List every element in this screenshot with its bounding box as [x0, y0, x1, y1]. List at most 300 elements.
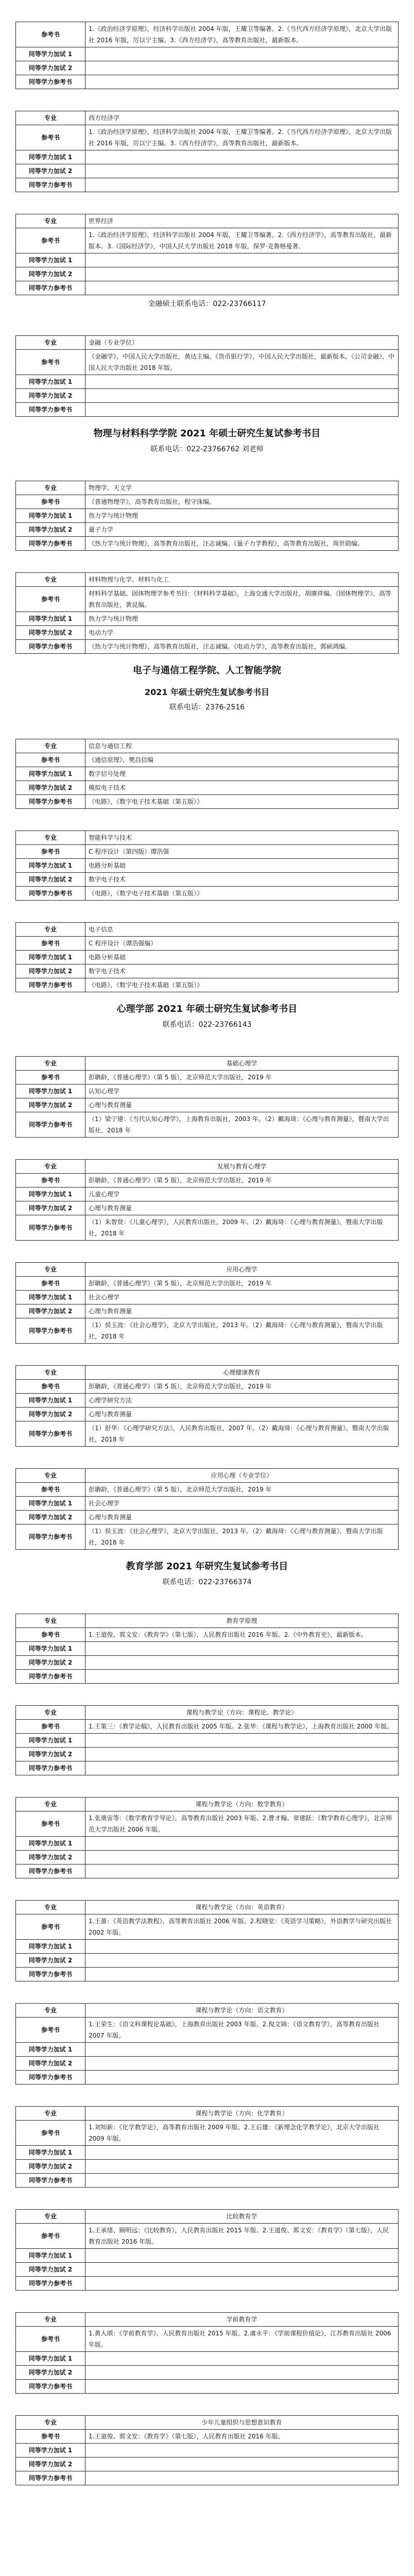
table-row: [16, 1968, 399, 1981]
row-value: 1.王策三：《教学论稿》，人民教育出版社 2005 年版。2.张华：《课程与教学论》，上海教育出版社 2000 年版。: [85, 1720, 399, 1734]
table-row: [16, 859, 399, 873]
table-row: [16, 1098, 399, 1112]
table-row: [16, 2174, 399, 2188]
row-value: [85, 1940, 399, 1954]
reference-table: [15, 1705, 399, 1775]
row-value: [85, 1642, 399, 1656]
table-row: [16, 1084, 399, 1098]
table-row: [16, 2224, 399, 2249]
table-row: [16, 2380, 399, 2394]
table-row: [16, 2277, 399, 2291]
reference-table: [15, 1900, 399, 1981]
contact-phone: 联系电话：2376-2516: [169, 703, 245, 711]
row-header: 参考书: [16, 2018, 85, 2043]
row-value: [85, 2249, 399, 2263]
row-header: 同等学力加试 1: [16, 2249, 85, 2263]
row-value: [85, 61, 399, 75]
table-row: [16, 75, 399, 89]
row-header: 专业: [16, 923, 85, 937]
row-header: 同等学力参考书: [16, 1524, 85, 1550]
table-row: [16, 495, 399, 509]
table-row: [16, 214, 399, 228]
row-value: [85, 1761, 399, 1775]
table-row: [16, 1524, 399, 1550]
row-header: 同等学力加试 2: [16, 2366, 85, 2380]
table-row: [16, 964, 399, 978]
section-gap: [0, 314, 414, 335]
reference-table: [15, 2209, 399, 2291]
reference-table: [15, 1056, 399, 1138]
row-header: 同等学力加试 1: [16, 767, 85, 781]
row-header: 同等学力加试 2: [16, 523, 85, 537]
table-row: [16, 2107, 399, 2121]
row-value: 信息与通信工程: [85, 739, 399, 753]
row-header: 同等学力参考书: [16, 178, 85, 192]
row-header: 同等学力加试 2: [16, 1408, 85, 1421]
section-gap: [0, 901, 414, 922]
row-header: 专业: [16, 1263, 85, 1277]
row-header: 同等学力加试 2: [16, 626, 85, 640]
row-header: 参考书: [16, 495, 85, 509]
row-value: [85, 150, 399, 164]
table-row: [16, 1748, 399, 1761]
row-value: [85, 75, 399, 89]
row-header: 同等学力加试 2: [16, 1954, 85, 1968]
table-row: [16, 2249, 399, 2263]
row-value: [85, 253, 399, 267]
table-row: [16, 1837, 399, 1851]
table-row: [16, 389, 399, 403]
row-header: 专业: [16, 1469, 85, 1483]
row-header: 同等学力加试 1: [16, 612, 85, 626]
reference-table: [15, 1365, 399, 1447]
row-value: [85, 1670, 399, 1684]
table-row: [16, 978, 399, 992]
table-row: [16, 951, 399, 964]
table-row: [16, 831, 399, 845]
table-row: [16, 1628, 399, 1642]
table-row: [16, 537, 399, 551]
row-header: 同等学力参考书: [16, 887, 85, 901]
row-header: 同等学力参考书: [16, 537, 85, 551]
table-row: [16, 2458, 399, 2471]
row-value: 智能科学与技术: [85, 831, 399, 845]
row-value: [85, 267, 399, 281]
section-gap: [0, 551, 414, 572]
section-gap: [0, 1035, 414, 1056]
row-value: 心理与教育测量: [85, 1304, 399, 1318]
row-value: 1.王荣生：《语文科课程论基础》，上海教育出版社 2003 年版。2.倪文锦：《语文教育学》，高等教育出版社 2007 年版。: [85, 2018, 399, 2043]
row-value: 1.《政治经济学原理》，经济科学出版社 2004 年版，王耀卫等编著。2.《当代西方经济学原理》，北京大学出版社 2016 年版，厉以宁主编。3.《西方经济学》，高等教育出版社，最新版本。: [85, 125, 399, 150]
row-value: 比较教育学: [85, 2210, 399, 2224]
row-header: 同等学力参考书: [16, 1215, 85, 1241]
row-value: 课程与教学论（方向：语文教育）: [85, 2004, 399, 2018]
row-header: 参考书: [16, 1720, 85, 1734]
row-header: 同等学力加试 1: [16, 2352, 85, 2366]
row-header: 同等学力参考书: [16, 1761, 85, 1775]
table-row: [16, 2352, 399, 2366]
table-row: [16, 1188, 399, 1201]
table-row: [16, 2327, 399, 2352]
table-row: [16, 523, 399, 537]
table-row: [16, 2430, 399, 2444]
row-header: 同等学力加试 2: [16, 267, 85, 281]
table-row: [16, 1497, 399, 1511]
row-value: 1.王蔷：《英语教学法教程》，高等教育出版社 2006 年版。2.程晓堂：《英语学习策略》，外语教学与研究出版社 2002 年版。: [85, 1914, 399, 1940]
section-gap: [0, 1684, 414, 1705]
table-row: [16, 2444, 399, 2458]
row-value: 基础心理学: [85, 1057, 399, 1071]
row-header: 参考书: [16, 845, 85, 859]
row-header: 同等学力加试 1: [16, 951, 85, 964]
row-header: 专业: [16, 2313, 85, 2327]
table-row: [16, 1291, 399, 1304]
contact-phone: 联系电话：022-23766762 刘老师: [150, 445, 264, 453]
row-header: 同等学力参考书: [16, 75, 85, 89]
section-gap: [0, 2394, 414, 2415]
row-header: 同等学力加试 2: [16, 1304, 85, 1318]
row-header: 参考书: [16, 2121, 85, 2146]
row-value: 数字电子技术: [85, 964, 399, 978]
row-header: 参考书: [16, 937, 85, 951]
section-gap: [0, 1344, 414, 1365]
table-row: [16, 281, 399, 295]
table-row: [16, 626, 399, 640]
row-header: 专业: [16, 573, 85, 587]
row-header: 同等学力加试 1: [16, 47, 85, 61]
row-header: 专业: [16, 1706, 85, 1720]
row-value: 数字信号处理: [85, 767, 399, 781]
row-header: 同等学力加试 1: [16, 1084, 85, 1098]
table-row: [16, 1670, 399, 1684]
row-header: 同等学力加试 2: [16, 1098, 85, 1112]
row-header: 同等学力加试 2: [16, 873, 85, 887]
table-row: [16, 2057, 399, 2071]
row-value: 《电路》，《数字电子技术基础（第五版）》: [85, 795, 399, 809]
row-value: 世界经济: [85, 214, 399, 228]
table-row: [16, 267, 399, 281]
row-header: 专业: [16, 739, 85, 753]
table-row: [16, 1277, 399, 1291]
table-row: [16, 1318, 399, 1344]
row-value: [85, 281, 399, 295]
row-value: （1）侯玉波：《社会心理学》，北京大学出版社，2013 年。（2）戴海琦：《心理与教育测量》，暨南大学出版社，2018 年: [85, 1318, 399, 1344]
table-row: [16, 887, 399, 901]
row-value: 1.黄人颂：《学前教育学》，人民教育出版社 2015 年版。2.虞永平：《学前课程价值论》，江苏教育出版社 2006 年版。: [85, 2327, 399, 2352]
table-row: [16, 795, 399, 809]
row-header: 同等学力参考书: [16, 403, 85, 417]
row-value: （1）梁宁建：《当代认知心理学》，上海教育出版社，2003 年。（2）戴海琦：《心理与教育测量》，暨南大学出版社，2018 年: [85, 1112, 399, 1138]
section-gap: [0, 459, 414, 481]
row-header: 参考书: [16, 1071, 85, 1084]
reference-table: [15, 1614, 399, 1684]
row-header: 同等学力加试 1: [16, 859, 85, 873]
table-row: [16, 1380, 399, 1394]
table-row: [16, 2416, 399, 2430]
reference-table: [15, 481, 399, 551]
row-value: [85, 1837, 399, 1851]
row-value: [85, 2263, 399, 2277]
row-value: 1.张奠宙等：《数学教育学导论》，高等教育出版社 2003 年版。2.曹才翰、章建跃：《数学教育心理学》，北京师范大学出版社 2006 年版。: [85, 1811, 399, 1837]
row-header: 同等学力参考书: [16, 795, 85, 809]
row-value: [85, 1851, 399, 1865]
row-value: 1.《政治经济学原理》，经济科学出版社 2004 年版，王耀卫等编著。2.《当代西方经济学原理》，北京大学出版社 2016 年版，厉以宁主编。3.《西方经济学》，高等教育出版社，最新版本。: [85, 22, 399, 47]
section-gap: [0, 89, 414, 111]
row-header: 同等学力加试 2: [16, 781, 85, 795]
table-row: [16, 1614, 399, 1628]
table-row: [16, 2043, 399, 2057]
row-value: [85, 1748, 399, 1761]
row-header: 同等学力参考书: [16, 2277, 85, 2291]
row-value: 应用心理（专业学位）: [85, 1469, 399, 1483]
row-value: 电路分析基础: [85, 859, 399, 873]
reference-table: [15, 214, 399, 295]
table-row: [16, 1656, 399, 1670]
table-row: [16, 150, 399, 164]
table-row: [16, 481, 399, 495]
row-header: 参考书: [16, 1277, 85, 1291]
table-row: [16, 1160, 399, 1174]
row-value: （1）侯玉波：《社会心理学》，北京大学出版社，2013 年。（2）戴海琦：《心理与教育测量》，暨南大学出版社，2018 年: [85, 1524, 399, 1550]
table-row: [16, 125, 399, 150]
table-row: [16, 1112, 399, 1138]
row-header: 专业: [16, 111, 85, 125]
row-value: [85, 2146, 399, 2160]
reference-table: [15, 2106, 399, 2188]
table-row: [16, 509, 399, 523]
row-header: 同等学力参考书: [16, 1318, 85, 1344]
contact-phone: 金融硕士联系电话：022-23766117: [148, 300, 266, 308]
row-value: 材料科学基础、固体物理学参考书目：《材料科学基础》，上海交通大学出版社，胡赓祥编。《固体物理学》，高等教育出版社，黄昆编。: [85, 587, 399, 612]
table-row: [16, 640, 399, 654]
row-value: [85, 2380, 399, 2394]
row-header: 同等学力加试 1: [16, 375, 85, 389]
row-value: 社会心理学: [85, 1291, 399, 1304]
row-value: [85, 178, 399, 192]
row-header: 专业: [16, 1366, 85, 1380]
row-value: [85, 2458, 399, 2471]
row-header: 参考书: [16, 2224, 85, 2249]
row-value: 《热力学与统计物理》，高等教育出版社，汪志诚编。《电动力学》，高等教育出版社，郭硕鸿编。: [85, 640, 399, 654]
section-gap: [0, 2084, 414, 2106]
row-header: 参考书: [16, 2430, 85, 2444]
row-value: 彭聃龄，《普通心理学》（第 5 版），北京师范大学出版社，2019 年: [85, 1380, 399, 1394]
reference-table: [15, 1468, 399, 1550]
row-header: 同等学力加试 1: [16, 1837, 85, 1851]
row-header: 同等学力加试 2: [16, 1511, 85, 1524]
row-header: 同等学力加试 1: [16, 2146, 85, 2160]
row-value: 认知心理学: [85, 1084, 399, 1098]
table-row: [16, 1215, 399, 1241]
row-header: 参考书: [16, 1483, 85, 1497]
row-header: 同等学力参考书: [16, 2471, 85, 2485]
row-value: 彭聃龄，《普通心理学》（第 5 版），北京师范大学出版社，2019 年: [85, 1277, 399, 1291]
table-row: [16, 923, 399, 937]
row-value: 课程与教学论（方向：课程论、教学论）: [85, 1706, 399, 1720]
row-value: （1）舒华：《心理学研究方法》，人民教育出版社，2007 年。（2）戴海琦：《心理与教育测量》，暨南大学出版社，2018 年: [85, 1421, 399, 1447]
table-row: [16, 612, 399, 626]
row-header: 同等学力加试 2: [16, 2057, 85, 2071]
table-row: [16, 403, 399, 417]
table-row: [16, 2263, 399, 2277]
row-value: [85, 2366, 399, 2380]
row-header: 同等学力加试 1: [16, 1394, 85, 1408]
row-header: 同等学力参考书: [16, 978, 85, 992]
row-header: 同等学力加试 2: [16, 2458, 85, 2471]
row-header: 同等学力加试 1: [16, 1734, 85, 1748]
row-value: 心理与教育测量: [85, 1098, 399, 1112]
row-value: 心理健康教育: [85, 1366, 399, 1380]
table-row: [16, 2146, 399, 2160]
row-value: 儿童心理学: [85, 1188, 399, 1201]
table-row: [16, 375, 399, 389]
row-value: C 程序设计（第四版）谭浩强: [85, 845, 399, 859]
row-value: [85, 1954, 399, 1968]
table-row: [16, 1071, 399, 1084]
row-header: 同等学力加试 1: [16, 2043, 85, 2057]
row-value: 课程与教学论（方向：数学教育）: [85, 1798, 399, 1811]
table-row: [16, 587, 399, 612]
contact-phone: 联系电话：022-23766143: [162, 1021, 252, 1029]
row-value: 1.王道俊、郭文安：《教育学》（第七版），人民教育出版社 2016 年版。: [85, 2430, 399, 2444]
row-value: 课程与教学论（方向：英语教育）: [85, 1901, 399, 1914]
row-header: 专业: [16, 2416, 85, 2430]
table-row: [16, 1304, 399, 1318]
row-value: 材料物理与化学、材料与化工: [85, 573, 399, 587]
table-row: [16, 1798, 399, 1811]
table-row: [16, 1408, 399, 1421]
row-header: 同等学力加试 2: [16, 1748, 85, 1761]
row-value: 《热力学与统计物理》，高等教育出版社，汪志诚编。《量子力学教程》，高等教育出版社，周世勋编。: [85, 537, 399, 551]
row-header: 参考书: [16, 1811, 85, 1837]
table-row: [16, 2121, 399, 2146]
table-row: [16, 1811, 399, 1837]
table-row: [16, 2004, 399, 2018]
reference-table: [15, 2415, 399, 2485]
table-row: [16, 253, 399, 267]
table-row: [16, 1201, 399, 1215]
row-value: 心理与教育测量: [85, 1511, 399, 1524]
table-row: [16, 1511, 399, 1524]
row-value: 心理与教育测量: [85, 1408, 399, 1421]
row-value: 电子信息: [85, 923, 399, 937]
row-value: 少年儿童组织与思想意识教育: [85, 2416, 399, 2430]
row-value: 彭聃龄，《普通心理学》（第 5 版），北京师范大学出版社，2019 年: [85, 1483, 399, 1497]
section-title: 2021 年硕士研究生复试参考书目: [144, 687, 270, 697]
row-header: 同等学力加试 2: [16, 61, 85, 75]
table-row: [16, 1057, 399, 1071]
row-header: 专业: [16, 1160, 85, 1174]
section-gap: [0, 2188, 414, 2209]
row-header: 参考书: [16, 2327, 85, 2352]
row-header: 同等学力加试 2: [16, 1851, 85, 1865]
row-value: 《电路》，《数字电子技术基础（第五版）》: [85, 978, 399, 992]
table-row: [16, 350, 399, 375]
row-header: 参考书: [16, 125, 85, 150]
section-gap: [0, 192, 414, 214]
row-header: 参考书: [16, 753, 85, 767]
reference-table: [15, 1159, 399, 1241]
row-header: 参考书: [16, 587, 85, 612]
row-value: 《电路》，《数字电子技术基础（第五版）》: [85, 887, 399, 901]
section-gap: [0, 1138, 414, 1159]
row-value: 模拟电子技术: [85, 781, 399, 795]
table-row: [16, 2313, 399, 2327]
row-value: 应用心理学: [85, 1263, 399, 1277]
table-row: [16, 1394, 399, 1408]
row-value: 数字电子技术: [85, 873, 399, 887]
section-gap: [0, 1447, 414, 1468]
table-row: [16, 1421, 399, 1447]
table-row: [16, 1263, 399, 1277]
row-value: 1.《政治经济学原理》，经济科学出版社 2004 年版，王耀卫等编著。2.《西方经济学》，高等教育出版社，最新版本。3.《国际经济学》，中国人民大学出版社 2018 年版，保罗·克鲁格曼著。: [85, 228, 399, 253]
reference-table: [15, 831, 399, 901]
section-title: 教育学部 2021 年研究生复试参考书目: [126, 1561, 288, 1572]
row-value: 学前教育学: [85, 2313, 399, 2327]
reference-table: [15, 2312, 399, 2394]
row-header: 同等学力加试 2: [16, 164, 85, 178]
row-value: [85, 2471, 399, 2485]
row-header: 同等学力加试 1: [16, 2444, 85, 2458]
row-header: 同等学力加试 1: [16, 1291, 85, 1304]
table-row: [16, 573, 399, 587]
table-row: [16, 47, 399, 61]
table-row: [16, 2071, 399, 2084]
table-row: [16, 2160, 399, 2174]
row-value: 教育学原理: [85, 1614, 399, 1628]
row-header: 同等学力加试 2: [16, 389, 85, 403]
table-row: [16, 1469, 399, 1483]
row-value: 课程与教学论（方向：化学教育）: [85, 2107, 399, 2121]
section-gap: [0, 0, 414, 22]
row-header: 同等学力参考书: [16, 2380, 85, 2394]
row-value: C 程序设计（谭浩强编）: [85, 937, 399, 951]
table-row: [16, 767, 399, 781]
table-row: [16, 1761, 399, 1775]
table-row: [16, 1865, 399, 1878]
row-value: [85, 403, 399, 417]
row-value: [85, 47, 399, 61]
row-value: [85, 2444, 399, 2458]
row-header: 同等学力参考书: [16, 1421, 85, 1447]
row-header: 同等学力加试 2: [16, 2263, 85, 2277]
row-value: 热力学与统计物理: [85, 612, 399, 626]
row-value: [85, 1865, 399, 1878]
row-value: 1.王承绪、顾明远：《比较教育》，人民教育出版社 2015 年版。2.王道俊、郭文安：《教育学》（第七版），人民教育出版社 2016 年版。: [85, 2224, 399, 2249]
row-value: [85, 2277, 399, 2291]
row-header: 同等学力加试 1: [16, 1642, 85, 1656]
contact-phone: 联系电话：022-23766374: [162, 1578, 252, 1586]
row-header: 专业: [16, 1614, 85, 1628]
table-row: [16, 873, 399, 887]
section-title: 物理与材料科学学院 2021 年硕士研究生复试参考书目: [93, 428, 321, 439]
row-header: 同等学力加试 2: [16, 1656, 85, 1670]
table-row: [16, 845, 399, 859]
row-header: 同等学力加试 2: [16, 2160, 85, 2174]
table-row: [16, 2210, 399, 2224]
section-gap: [0, 1241, 414, 1262]
row-header: 专业: [16, 1057, 85, 1071]
reference-table: [15, 572, 399, 654]
row-value: [85, 375, 399, 389]
row-header: 同等学力参考书: [16, 1670, 85, 1684]
row-value: 《普通物理学》，高等教育出版社，程守洙编。: [85, 495, 399, 509]
row-header: 参考书: [16, 22, 85, 47]
table-row: [16, 2018, 399, 2043]
reference-table: [15, 111, 399, 192]
row-header: 同等学力加试 1: [16, 150, 85, 164]
row-header: 参考书: [16, 1628, 85, 1642]
